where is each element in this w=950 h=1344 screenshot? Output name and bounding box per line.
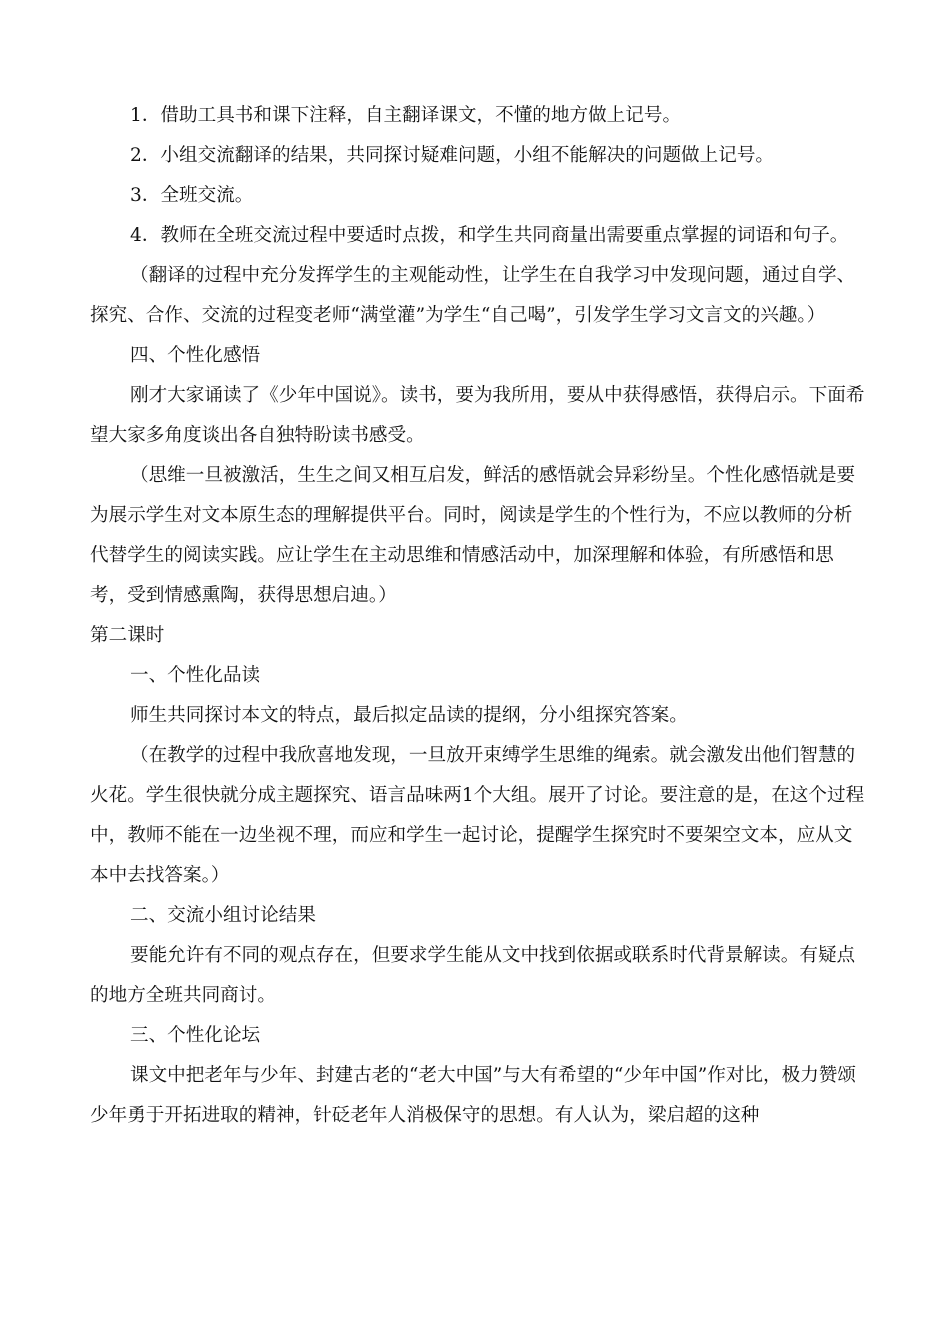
step-4: 4．教师在全班交流过程中要适时点拨，和学生共同商量出需要重点掌握的词语和句子。 [129, 225, 849, 246]
note-thinking: （思维一旦被激活，生生之间又相互启发，鲜活的感悟就会异彩纷呈。个性化感悟就是要为展示学生对文本原生态的理解提供平台。同时，阅读是学生的个性行为，不应以教师的分析代替学生的阅读实践。应让学生在主动思维和情感活动中，加深理解和体验，有所感悟和思考，受到情感熏陶，获得思想启迪。） [90, 465, 856, 606]
para-discuss: 师生共同探讨本文的特点，最后拟定品读的提纲，分小组探究答案。 [129, 705, 688, 726]
section-heading-4: 四、个性化感悟 [129, 345, 261, 366]
step-3: 3．全班交流。 [129, 185, 254, 206]
document-page [90, 96, 870, 1136]
note-translation: （翻译的过程中充分发挥学生的主观能动性，让学生在自我学习中发现问题，通过自学、探究、合作、交流的过程变老师“满堂灌”为学生“自己喝”，引发学生学习文言文的兴趣。） [90, 265, 856, 326]
step-2: 2．小组交流翻译的结果，共同探讨疑难问题，小组不能解决的问题做上记号。 [129, 145, 775, 166]
section-heading-2: 二、交流小组讨论结果 [129, 905, 316, 926]
para-views: 要能允许有不同的观点存在，但要求学生能从文中找到依据或联系时代背景解读。有疑点的地方全班共同商讨。 [90, 945, 856, 1006]
para-contrast: 课文中把老年与少年、封建古老的“老大中国”与大有希望的“少年中国”作对比，极力赞颂少年勇于开拓进取的精神，针砭老年人消极保守的思想。有人认为，梁启超的这种 [90, 1065, 856, 1126]
para-reading: 刚才大家诵读了《少年中国说》。读书，要为我所用，要从中获得感悟，获得启示。下面希望大家多角度谈出各自独特盼读书感受。 [90, 385, 865, 446]
lesson-title: 第二课时 [90, 625, 165, 646]
section-heading-3: 三、个性化论坛 [129, 1025, 261, 1046]
step-1: 1．借助工具书和课下注释，自主翻译课文，不懂的地方做上记号。 [129, 105, 682, 126]
note-teaching: （在教学的过程中我欣喜地发现，一旦放开束缚学生思维的绳索。就会激发出他们智慧的火花。学生很快就分成主题探究、语言品味两1个大组。展开了讨论。要注意的是，在这个过程中，教师不能在一边坐视不理，而应和学生一起讨论，提醒学生探究时不要架空文本，应从文本中去找答案。） [90, 745, 865, 886]
section-heading-1: 一、个性化品读 [129, 665, 261, 686]
